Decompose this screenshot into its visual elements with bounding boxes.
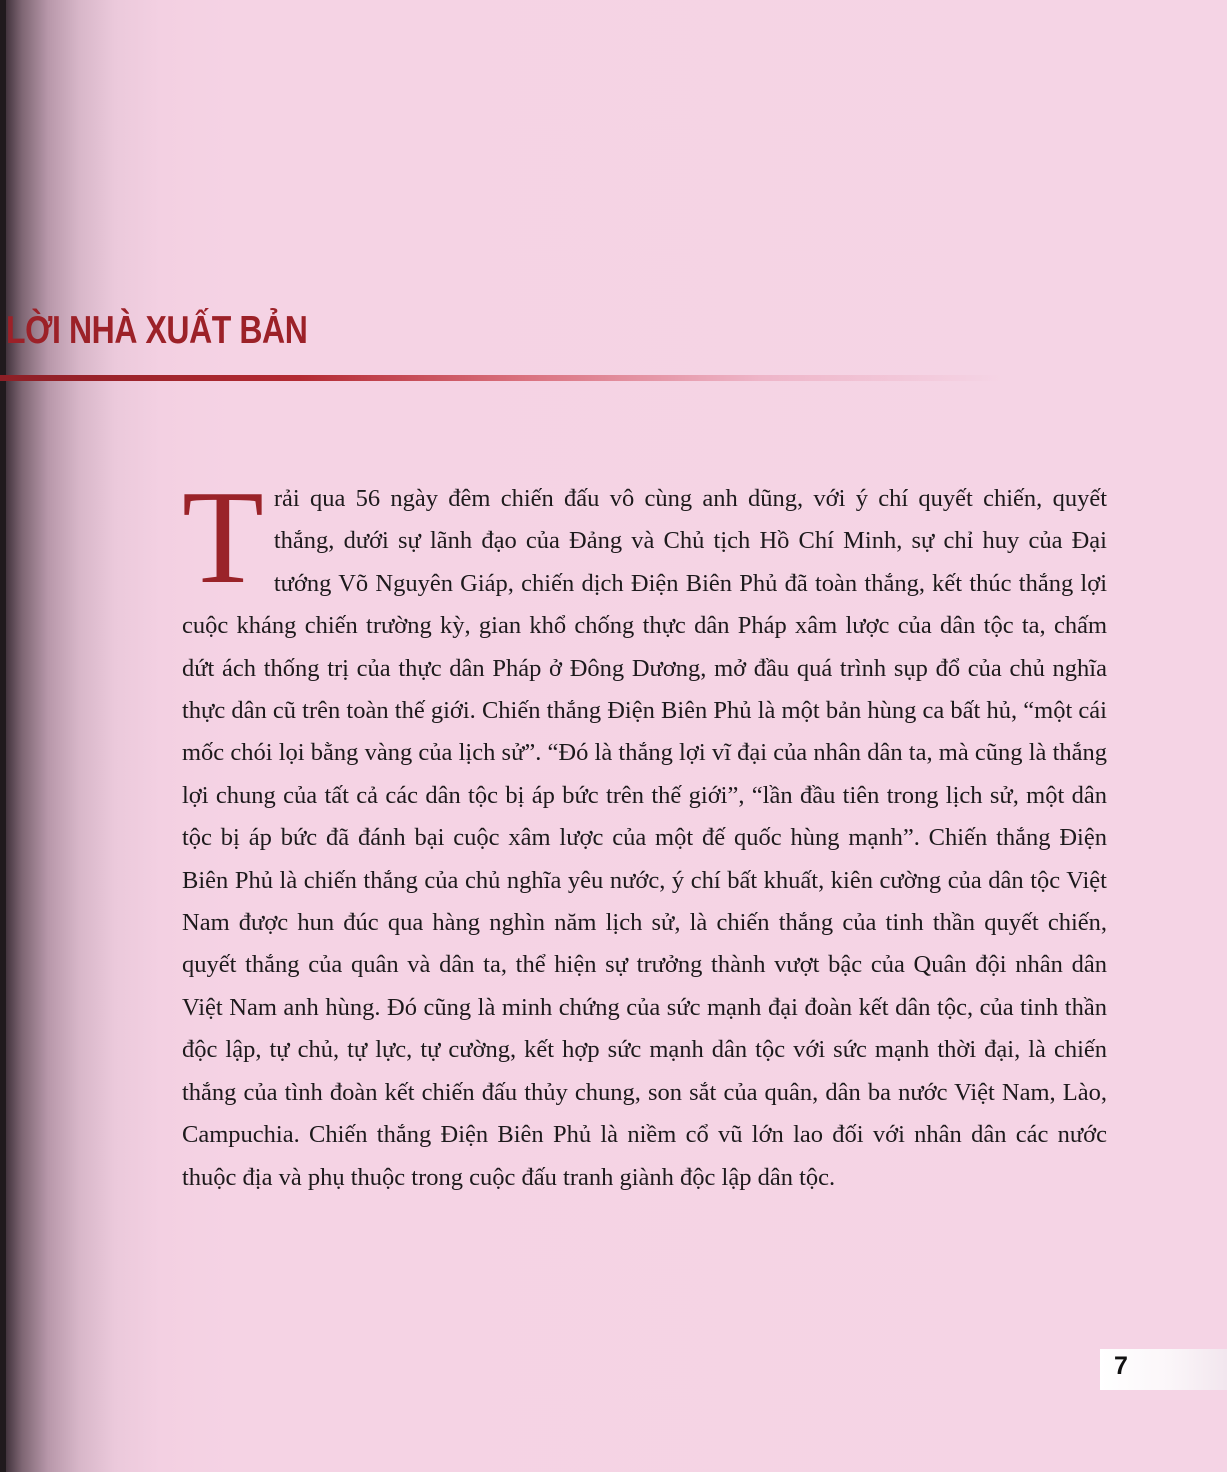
page-number: 7 [1114,1352,1128,1380]
drop-cap-letter: T [182,463,264,611]
heading-divider [0,375,1227,381]
section-heading: LỜI NHÀ XUẤT BẢN [6,309,308,352]
spine-shadow [0,0,6,1472]
page-number-tab [1100,1349,1227,1390]
body-paragraph-text: rải qua 56 ngày đêm chiến đấu vô cùng anh dũng, với ý chí quyết chiến, quyết thắng, dưới sự lãnh đạo của Đảng và Chủ tịch Hồ Chí Minh, sự chỉ huy của Đại tướng Võ Nguyên Giáp, chiến dịch Điện Biên Phủ đã toàn thắng, kết thúc thắng lợi cuộc kháng chiến trường kỳ, gian khổ chống thực dân Pháp xâm lược của dân tộc ta, chấm dứt ách thống trị của thực dân Pháp ở Đông Dương, mở đầu quá trình sụp đổ của chủ nghĩa thực dân cũ trên toàn thế giới. Chiến thắng Điện Biên Phủ là một bản hùng ca bất hủ, “một cái mốc chói lọi bằng vàng của lịch sử”. “Đó là thắng lợi vĩ đại của nhân dân ta, mà cũng là thắng lợi chung của tất cả các dân tộc bị áp bức trên thế giới”, “lần đầu tiên trong lịch sử, một dân tộc bị áp bức đã đánh bại cuộc xâm lược của một đế quốc hùng mạnh”. Chiến thắng Điện Biên Phủ là chiến thắng của chủ nghĩa yêu nước, ý chí bất khuất, kiên cường của dân tộc Việt Nam được hun đúc qua hàng nghìn năm lịch sử, là chiến thắng của tinh thần quyết chiến, quyết thắng của quân và dân ta, thể hiện sự trưởng thành vượt bậc của Quân đội nhân dân Việt Nam anh hùng. Đó cũng là minh chứng của sức mạnh đại đoàn kết dân tộc, của tinh thần độc lập, tự chủ, tự lực, tự cường, kết hợp sức mạnh dân tộc với sức mạnh thời đại, là chiến thắng của tình đoàn kết chiến đấu thủy chung, son sắt của quân, dân ba nước Việt Nam, Lào, Campuchia. Chiến thắng Điện Biên Phủ là niềm cổ vũ lớn lao đối với nhân dân các nước thuộc địa và phụ thuộc trong cuộc đấu tranh giành độc lập dân tộc. [182,485,1107,1191]
body-paragraph [182,463,1107,1199]
